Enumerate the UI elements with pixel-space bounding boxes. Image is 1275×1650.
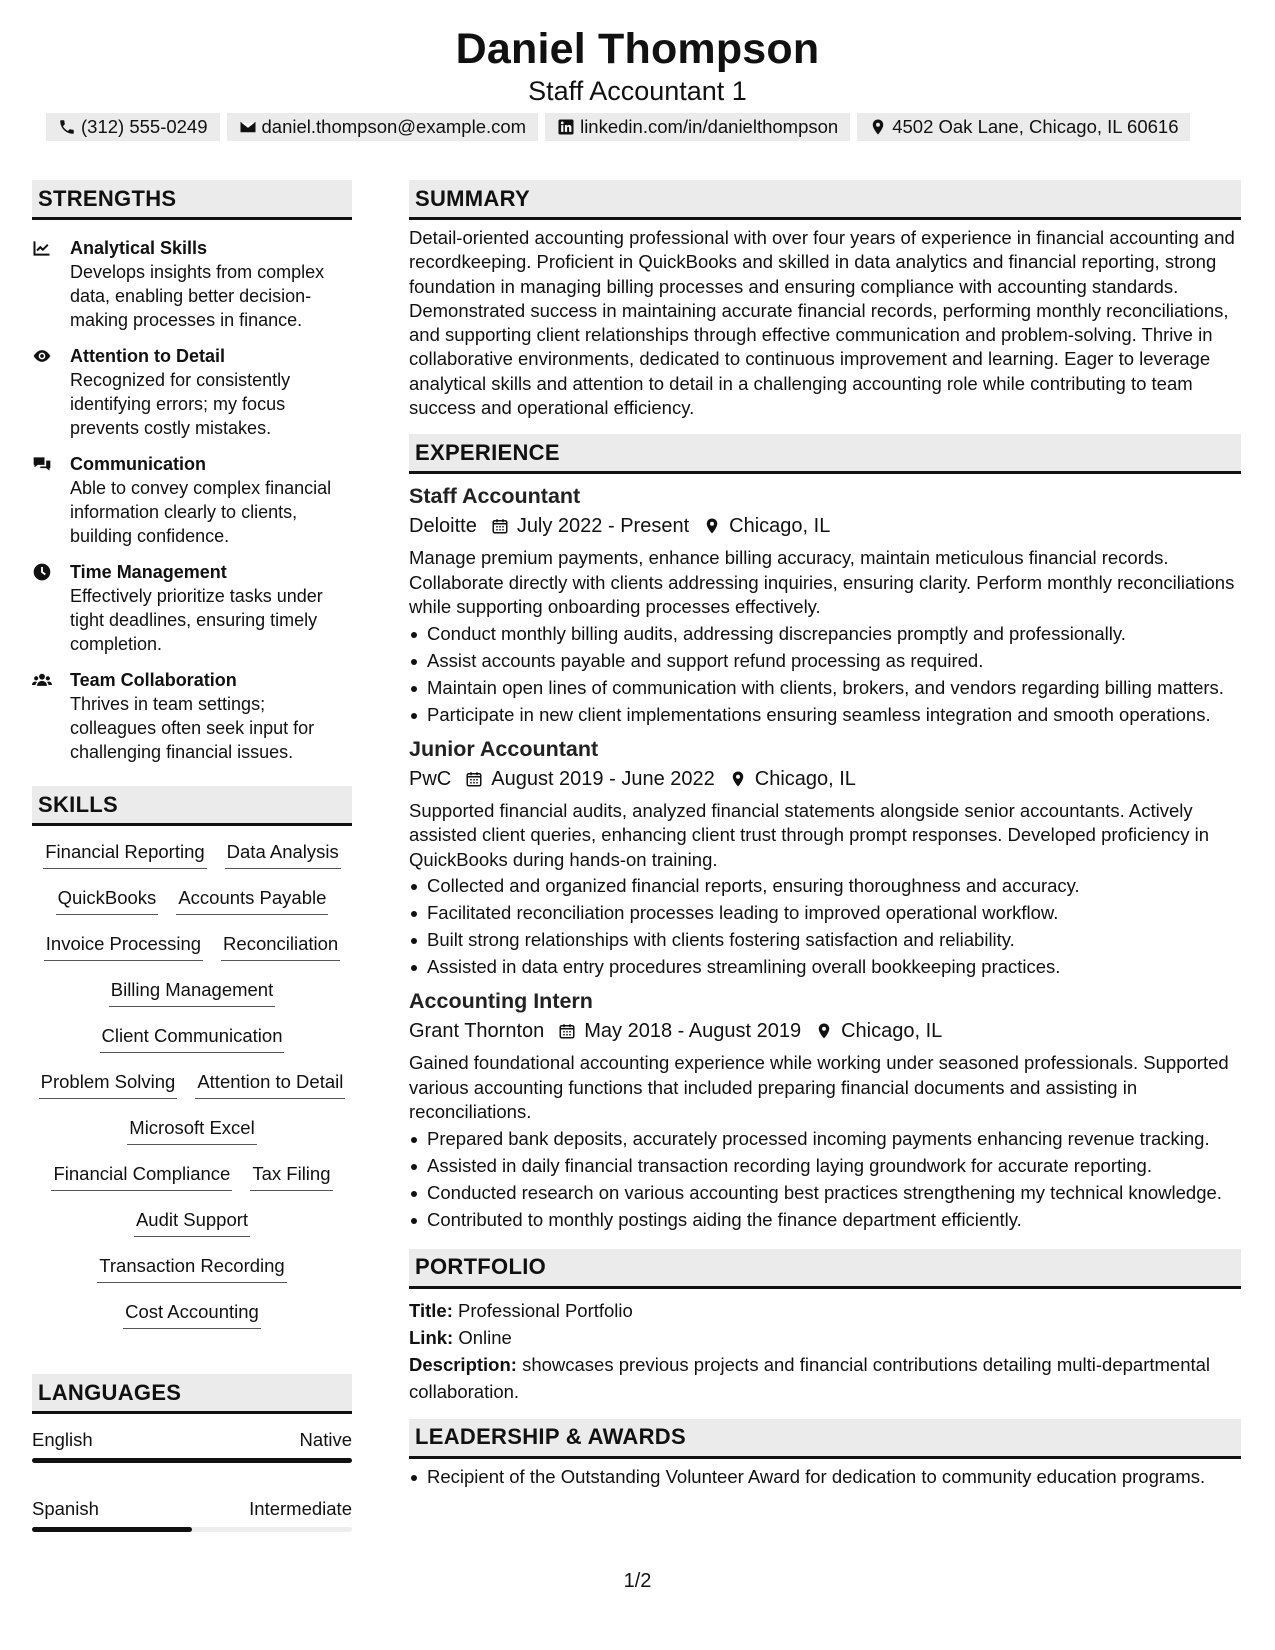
envelope-icon	[239, 118, 257, 136]
skill-tag: Transaction Recording	[97, 1254, 286, 1283]
address-text: 4502 Oak Lane, Chicago, IL 60616	[892, 116, 1179, 137]
job-bullet: Prepared bank deposits, accurately processed incoming payments enhancing revenue tracking.	[409, 1127, 1241, 1151]
language-level: Intermediate	[249, 1498, 352, 1519]
map-pin-icon	[703, 517, 721, 535]
eye-icon	[32, 346, 52, 366]
language-proficiency-bar	[32, 1527, 352, 1532]
job-title: Junior Accountant	[409, 736, 599, 761]
portfolio-link[interactable]: Online	[458, 1326, 512, 1348]
awards-heading: LEADERSHIP & AWARDS	[409, 1419, 1241, 1459]
job-location: Chicago, IL	[754, 767, 856, 790]
job-dates: May 2018 - August 2019	[584, 1020, 802, 1043]
strength-desc: Able to convey complex financial information clearly to clients, building confidence.	[70, 478, 332, 546]
strength-title: Analytical Skills	[70, 238, 208, 258]
award-item: Recipient of the Outstanding Volunteer Award for dedication to community education programs.	[409, 1465, 1241, 1489]
right-column	[409, 180, 1241, 1492]
contact-email[interactable]	[227, 113, 539, 141]
language-item	[32, 1497, 352, 1532]
job-bullet: Facilitated reconciliation processes leading to improved operational workflow.	[409, 901, 1241, 925]
phone-icon	[58, 118, 76, 136]
skill-tag: QuickBooks	[56, 886, 159, 915]
strength-item	[32, 236, 352, 332]
job-dates: July 2022 - Present	[516, 515, 690, 538]
job-entry	[409, 987, 1241, 1232]
strength-desc: Recognized for consistently identifying errors; my focus prevents costly mistakes.	[70, 370, 291, 438]
linkedin-text: linkedin.com/in/danielthompson	[580, 116, 839, 137]
job-company: Grant Thornton	[409, 1020, 545, 1043]
job-bullet: Collected and organized financial reports, ensuring thoroughness and accuracy.	[409, 874, 1241, 898]
strength-title: Team Collaboration	[70, 670, 237, 690]
job-bullet: Assisted in daily financial transaction recording laying groundwork for accurate reporting.	[409, 1154, 1241, 1178]
job-description: Gained foundational accounting experience while working under seasoned professionals. Supported various accounting functions that included preparing financial documents and assisting in reconciliations.	[409, 1052, 1229, 1123]
job-entry	[409, 482, 1241, 727]
job-location: Chicago, IL	[729, 515, 831, 538]
job-description: Manage premium payments, enhance billing accuracy, maintain meticulous financial records. Collaborate directly with clients addressing inquiries, ensuring clarity. Perform monthly reconciliations while supporting onboarding processes effectively.	[409, 547, 1235, 618]
comments-icon	[32, 454, 52, 474]
resume-header	[0, 26, 1275, 108]
job-bullets	[409, 1127, 1241, 1232]
job-dates: August 2019 - June 2022	[491, 767, 715, 790]
calendar-icon	[465, 770, 483, 788]
phone-text: (312) 555-0249	[81, 116, 208, 137]
skill-tag: Financial Compliance	[51, 1162, 232, 1191]
skill-tag: Problem Solving	[39, 1070, 178, 1099]
strength-item	[32, 452, 352, 548]
job-bullet: Conducted research on various accounting best practices strengthening my technical knowledge.	[409, 1181, 1241, 1205]
skill-tag: Cost Accounting	[123, 1300, 261, 1329]
portfolio-description: showcases previous projects and financial contributions detailing multi-departmental collaboration.	[409, 1353, 1211, 1402]
portfolio-heading: PORTFOLIO	[409, 1249, 1241, 1289]
contact-address	[857, 113, 1190, 141]
skill-tag: Attention to Detail	[195, 1070, 345, 1099]
contact-linkedin[interactable]	[545, 113, 850, 141]
skill-tag: Client Communication	[100, 1024, 285, 1053]
candidate-name: Daniel Thompson	[455, 25, 820, 73]
job-bullet: Maintain open lines of communication with clients, brokers, and vendors regarding billing matters.	[409, 676, 1241, 700]
job-meta	[409, 512, 1241, 540]
skills-list	[32, 840, 352, 1346]
strength-title: Attention to Detail	[70, 346, 225, 366]
skill-tag: Billing Management	[109, 978, 275, 1007]
summary-text: Detail-oriented accounting professional with over four years of experience in financial accounting and recordkeeping. Proficient in QuickBooks and skilled in data analytics and financial reporting, strong foundation in managing billing processes and ensuring compliance with accounting standards. Demonstrated success in maintaining accurate financial records, performing monthly reconciliations, and supporting client relationships through effective communication and problem-solving. Thrive in collaborative environments, dedicated to continuous improvement and learning. Eager to leverage analytical skills and attention to detail in a challenging accounting role while contributing to team success and operational efficiency.	[409, 227, 1235, 419]
language-proficiency-bar	[32, 1458, 352, 1463]
calendar-icon	[558, 1022, 576, 1040]
skill-tag: Invoice Processing	[44, 932, 203, 961]
strength-desc: Develops insights from complex data, enabling better decision-making processes in finance.	[70, 262, 325, 330]
contact-bar	[46, 113, 1226, 141]
strength-item	[32, 560, 352, 656]
skill-tag: Accounts Payable	[176, 886, 328, 915]
portfolio-title-label: Title:	[409, 1299, 453, 1321]
language-proficiency-fill	[32, 1527, 192, 1532]
skill-tag: Tax Filing	[250, 1162, 332, 1191]
skill-tag: Audit Support	[134, 1208, 250, 1237]
skill-tag: Data Analysis	[225, 840, 341, 869]
job-company: Deloitte	[409, 515, 477, 538]
page-number: 1/2	[623, 1570, 652, 1592]
map-pin-icon	[815, 1022, 833, 1040]
language-level: Native	[299, 1429, 352, 1450]
strength-desc: Effectively prioritize tasks under tight deadlines, ensuring timely completion.	[70, 586, 323, 654]
portfolio-details	[409, 1297, 1241, 1405]
experience-heading: EXPERIENCE	[409, 434, 1241, 474]
strength-title: Time Management	[70, 562, 227, 582]
portfolio-desc-label: Description:	[409, 1353, 517, 1375]
job-bullet: Participate in new client implementations ensuring seamless integration and smooth operations.	[409, 703, 1241, 727]
map-pin-icon	[869, 118, 887, 136]
job-title: Accounting Intern	[409, 989, 593, 1014]
clock-icon	[32, 562, 52, 582]
contact-phone[interactable]	[46, 113, 220, 141]
calendar-icon	[491, 517, 509, 535]
users-icon	[32, 670, 52, 690]
job-meta	[409, 765, 1241, 793]
job-description: Supported financial audits, analyzed financial statements alongside senior accountants. Actively assisted client queries, enhancing client trust through prompt responses. Developed proficiency in QuickBooks during hands-on training.	[409, 799, 1210, 870]
language-name: English	[32, 1429, 93, 1450]
skills-heading: SKILLS	[32, 786, 352, 826]
summary-heading: SUMMARY	[409, 180, 1241, 220]
job-bullets	[409, 622, 1241, 727]
job-title: Staff Accountant	[409, 484, 581, 509]
linkedin-icon	[557, 118, 575, 136]
job-location: Chicago, IL	[841, 1020, 943, 1043]
email-text: daniel.thompson@example.com	[261, 116, 527, 137]
awards-list	[409, 1465, 1241, 1489]
job-bullets	[409, 874, 1241, 979]
languages-heading: LANGUAGES	[32, 1374, 352, 1414]
language-proficiency-fill	[32, 1458, 352, 1463]
chart-line-icon	[32, 238, 52, 258]
job-company: PwC	[409, 767, 452, 790]
strength-title: Communication	[70, 454, 207, 474]
language-name: Spanish	[32, 1498, 99, 1519]
job-bullet: Conduct monthly billing audits, addressing discrepancies promptly and professionally.	[409, 622, 1241, 646]
language-item	[32, 1428, 352, 1463]
skill-tag: Microsoft Excel	[127, 1116, 256, 1145]
job-bullet: Assist accounts payable and support refund processing as required.	[409, 649, 1241, 673]
skill-tag: Financial Reporting	[43, 840, 206, 869]
portfolio-link-label: Link:	[409, 1326, 454, 1348]
job-bullet: Built strong relationships with clients fostering satisfaction and reliability.	[409, 928, 1241, 952]
map-pin-icon	[729, 770, 747, 788]
job-entry	[409, 735, 1241, 980]
strength-item	[32, 668, 352, 764]
job-bullet: Contributed to monthly postings aiding the finance department efficiently.	[409, 1208, 1241, 1232]
left-column	[32, 180, 352, 1532]
portfolio-title: Professional Portfolio	[458, 1299, 633, 1321]
strengths-heading: STRENGTHS	[32, 180, 352, 220]
job-bullet: Assisted in data entry procedures streamlining overall bookkeeping practices.	[409, 955, 1241, 979]
candidate-title: Staff Accountant 1	[528, 76, 747, 106]
strength-desc: Thrives in team settings; colleagues often seek input for challenging financial issues.	[70, 694, 315, 762]
skill-tag: Reconciliation	[221, 932, 340, 961]
job-meta	[409, 1017, 1241, 1045]
strength-item	[32, 344, 352, 440]
